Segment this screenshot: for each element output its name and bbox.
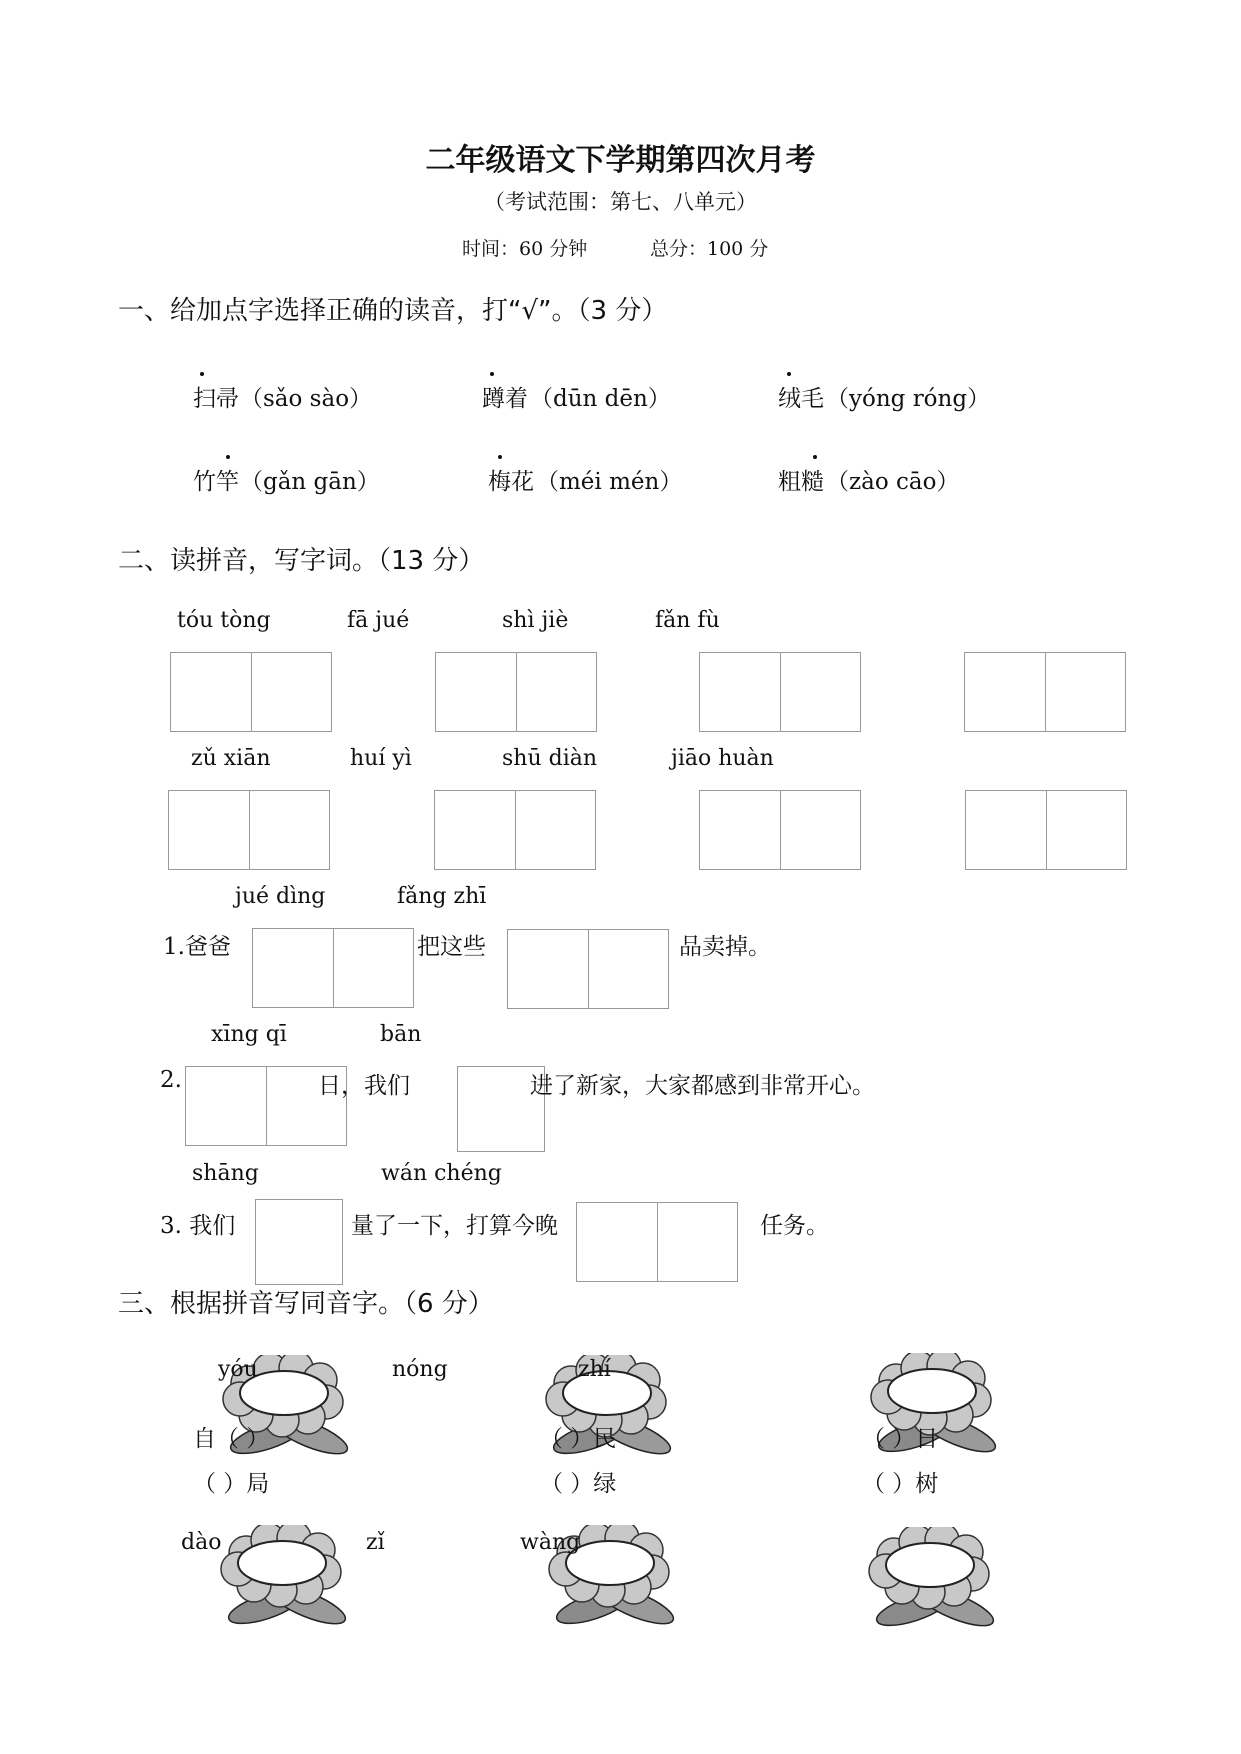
section2-heading: 二、读拼音，写字词。（13 分） [118,546,485,576]
emphasis-dot [813,455,817,459]
pinyin-label: yóu [218,1357,258,1382]
s1-word: 竹竿 [193,469,239,495]
pinyin-label: tóu tòng [177,608,271,633]
pinyin-label: zǔ xiān [191,746,271,771]
emphasis-dot [200,372,204,376]
pinyin-label: dào [181,1530,222,1555]
emphasis-dot [226,455,230,459]
word-blank[interactable]: （ ）民 [540,1426,617,1452]
word-blank[interactable]: 自（ ） [193,1426,270,1452]
s1-word: 蹲着 [482,386,528,412]
emphasis-dot [498,455,502,459]
answer-box[interactable] [964,652,1126,732]
s1-options: （sǎo sào） [240,386,373,412]
sentence-text: 把这些 [417,934,486,960]
section1-heading: 一、给加点字选择正确的读音，打“√”。（3 分） [118,296,668,326]
emphasis-dot [787,372,791,376]
s1-options: （méi mén） [536,469,683,495]
exam-time: 时间：60 分钟 [462,238,588,260]
flower-icon [858,1527,1008,1637]
s1-word: 扫帚 [193,386,239,412]
sentence-text: 量了一下，打算今晚 [351,1213,558,1239]
sentence-text: 任务。 [760,1213,829,1239]
flower-icon [210,1525,360,1635]
page-title: 二年级语文下学期第四次月考 [425,143,816,178]
answer-box[interactable] [576,1202,738,1282]
s1-word: 粗糙 [778,469,824,495]
sentence-text: 1.爸爸 [163,934,231,960]
sentence-text: 日，我们 [318,1073,410,1099]
s1-options: （dūn dēn） [530,386,671,412]
word-blank[interactable]: （ ）日 [862,1426,939,1452]
pinyin-label: fǎng zhī [397,884,487,909]
s1-options: （gǎn gān） [240,469,380,495]
pinyin-label: bān [380,1022,422,1047]
pinyin-label: zhí [578,1357,611,1382]
word-blank[interactable]: （ ）绿 [540,1471,617,1497]
sentence-text: 品卖掉。 [679,934,771,960]
s1-options: （yóng róng） [826,386,991,412]
answer-box[interactable] [170,652,332,732]
pinyin-label: xīng qī [211,1022,287,1047]
answer-box[interactable] [168,790,330,870]
word-blank[interactable]: （ ）局 [193,1471,270,1497]
s1-word: 绒毛 [778,386,824,412]
s1-options: （zào cāo） [826,469,960,495]
page-subtitle: （考试范围：第七、八单元） [484,190,757,214]
answer-box[interactable] [965,790,1127,870]
section3-heading: 三、根据拼音写同音字。（6 分） [118,1289,494,1319]
emphasis-dot [490,372,494,376]
word-blank[interactable]: （ ）树 [862,1471,939,1497]
exam-score: 总分：100 分 [650,238,769,260]
answer-box[interactable] [435,652,597,732]
pinyin-label: jué dìng [235,884,326,909]
pinyin-label: fā jué [347,608,410,633]
pinyin-label: shū diàn [502,746,598,771]
answer-box[interactable] [252,928,414,1008]
answer-box[interactable] [434,790,596,870]
sentence-text: 3. 我们 [160,1213,236,1239]
answer-box[interactable] [255,1199,343,1285]
pinyin-label: shì jiè [502,608,569,633]
pinyin-label: wán chéng [381,1161,502,1186]
answer-box[interactable] [507,929,669,1009]
pinyin-label: shāng [192,1161,259,1186]
sentence-text: 进了新家，大家都感到非常开心。 [530,1073,875,1099]
pinyin-label: jiāo huàn [671,746,774,771]
pinyin-label: zǐ [366,1530,385,1555]
s1-word: 梅花 [488,469,534,495]
pinyin-label: fǎn fù [655,608,720,633]
answer-box[interactable] [699,652,861,732]
pinyin-label: wàng [520,1530,581,1555]
pinyin-label: huí yì [350,746,412,771]
pinyin-label: nóng [392,1357,448,1382]
sentence-text: 2. [160,1067,182,1093]
answer-box[interactable] [699,790,861,870]
